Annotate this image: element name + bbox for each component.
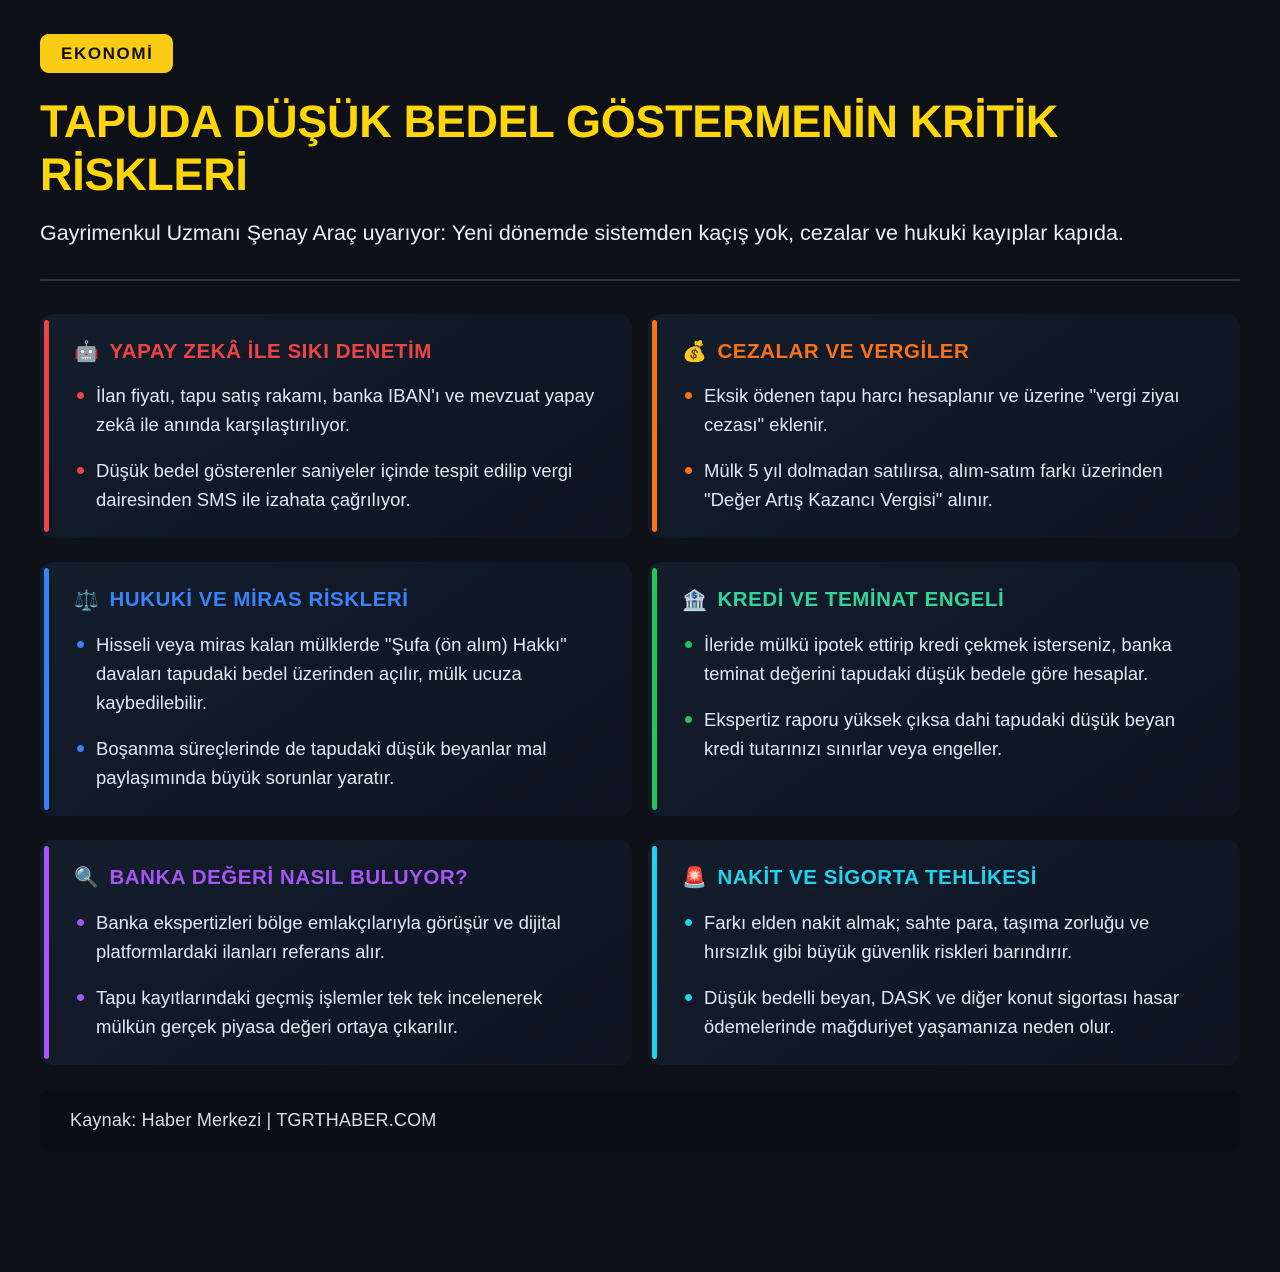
list-item-text: Hisseli veya miras kalan mülklerde "Şufa (ön alım) Hakkı" davaları tapudaki bedel üzerinden açılır, mülk ucuza kaybedilebilir. <box>96 633 567 714</box>
cards-grid <box>40 314 1240 1065</box>
bullet-dot <box>685 392 692 399</box>
card-title <box>682 588 1214 613</box>
list-item-text: Eksik ödenen tapu harcı hesaplanır ve üzerine "vergi ziyaı cezası" eklenir. <box>704 385 1180 436</box>
bullet-dot <box>685 467 692 474</box>
bullet-dot <box>77 641 84 648</box>
list-item-text: Boşanma süreçlerinde de tapudaki düşük beyanlar mal paylaşımında büyük sorunlar yaratır. <box>96 738 547 789</box>
card-hukuki-miras <box>40 562 632 816</box>
bank-icon: 🏦 <box>682 589 708 612</box>
card-accent-bar <box>652 568 657 810</box>
list-item-text: Düşük bedel gösterenler saniyeler içinde tespit edilip vergi dairesinden SMS ile izahata çağrılıyor. <box>96 460 573 511</box>
list-item <box>74 456 606 514</box>
card-title <box>74 866 606 891</box>
card-title <box>682 340 1214 365</box>
page-subtitle: Gayrimenkul Uzmanı Şenay Araç uyarıyor: Yeni dönemde sistemden kaçış yok, cezalar ve hukuki kayıplar kapıda. <box>40 221 1124 246</box>
bullet-dot <box>77 919 84 926</box>
list-item <box>74 381 606 439</box>
card-bullet-list <box>682 630 1214 763</box>
card-bullet-list <box>74 908 606 1041</box>
list-item <box>682 908 1214 966</box>
list-item-text: Düşük bedelli beyan, DASK ve diğer konut sigortası hasar ödemelerinde mağduriyet yaşamanıza neden olur. <box>704 986 1180 1037</box>
card-accent-bar <box>652 320 657 533</box>
list-item <box>74 983 606 1041</box>
card-accent-bar <box>652 846 657 1059</box>
bullet-dot <box>77 467 84 474</box>
page-title: TAPUDA DÜŞÜK BEDEL GÖSTERMENİN KRİTİK RİSKLERİ <box>40 96 1059 200</box>
card-title-text: BANKA DEĞERİ NASIL BULUYOR? <box>109 866 469 890</box>
bullet-dot <box>685 919 692 926</box>
category-badge: EKONOMİ <box>40 34 173 73</box>
list-item <box>74 630 606 717</box>
card-cezalar-vergiler <box>648 314 1240 539</box>
header <box>40 34 1240 281</box>
card-title-text: YAPAY ZEKÂ İLE SIKI DENETİM <box>109 339 432 363</box>
list-item <box>74 908 606 966</box>
list-item <box>74 734 606 792</box>
source-text: Kaynak: Haber Merkezi | TGRTHABER.COM <box>70 1109 437 1130</box>
list-item-text: Tapu kayıtlarındaki geçmiş işlemler tek tek incelenerek mülkün gerçek piyasa değeri ortaya çıkarılır. <box>96 986 543 1037</box>
balance-scale-icon: ⚖️ <box>74 589 100 612</box>
card-title-text: KREDİ VE TEMİNAT ENGELİ <box>717 588 1005 612</box>
list-item <box>682 381 1214 439</box>
card-accent-bar <box>44 846 49 1059</box>
bullet-dot <box>77 994 84 1001</box>
list-item-text: Mülk 5 yıl dolmadan satılırsa, alım-satım farkı üzerinden "Değer Artış Kazancı Vergisi" alınır. <box>704 460 1163 511</box>
robot-icon: 🤖 <box>74 340 100 363</box>
bullet-dot <box>685 994 692 1001</box>
money-bag-icon: 💰 <box>682 340 708 363</box>
card-kredi-teminat <box>648 562 1240 816</box>
card-yapay-zeka <box>40 314 632 539</box>
police-light-icon: 🚨 <box>682 867 708 890</box>
card-title <box>682 866 1214 891</box>
list-item <box>682 630 1214 688</box>
bullet-dot <box>77 392 84 399</box>
card-bullet-list <box>682 908 1214 1041</box>
list-item-text: İlan fiyatı, tapu satış rakamı, banka IBAN'ı ve mevzuat yapay zekâ ile anında karşılaştırılıyor. <box>96 385 595 436</box>
list-item <box>682 983 1214 1041</box>
card-title-text: CEZALAR VE VERGİLER <box>717 339 970 363</box>
bullet-dot <box>77 745 84 752</box>
card-accent-bar <box>44 568 49 810</box>
card-bullet-list <box>682 381 1214 514</box>
card-title-text: HUKUKİ VE MİRAS RİSKLERİ <box>109 588 409 612</box>
bullet-dot <box>685 716 692 723</box>
card-bullet-list <box>74 630 606 792</box>
card-accent-bar <box>44 320 49 533</box>
card-banka-degeri <box>40 840 632 1065</box>
list-item-text: Banka ekspertizleri bölge emlakçılarıyla görüşür ve dijital platformlardaki ilanları referans alır. <box>96 911 561 962</box>
card-title-text: NAKİT VE SİGORTA TEHLİKESİ <box>717 866 1037 890</box>
list-item <box>682 705 1214 763</box>
card-title <box>74 588 606 613</box>
list-item-text: Farkı elden nakit almak; sahte para, taşıma zorluğu ve hırsızlık gibi büyük güvenlik riskleri barındırır. <box>704 911 1150 962</box>
list-item-text: İleride mülkü ipotek ettirip kredi çekmek isterseniz, banka teminat değerini tapudaki düşük bedele göre hesaplar. <box>704 633 1172 684</box>
card-bullet-list <box>74 381 606 514</box>
card-nakit-sigorta <box>648 840 1240 1065</box>
header-divider <box>40 279 1240 281</box>
magnifying-glass-icon: 🔍 <box>74 867 100 890</box>
card-title <box>74 340 606 365</box>
source-footer <box>40 1089 1240 1152</box>
list-item-text: Ekspertiz raporu yüksek çıksa dahi tapudaki düşük beyan kredi tutarınızı sınırlar veya engeller. <box>704 709 1175 760</box>
list-item <box>682 456 1214 514</box>
bullet-dot <box>685 641 692 648</box>
